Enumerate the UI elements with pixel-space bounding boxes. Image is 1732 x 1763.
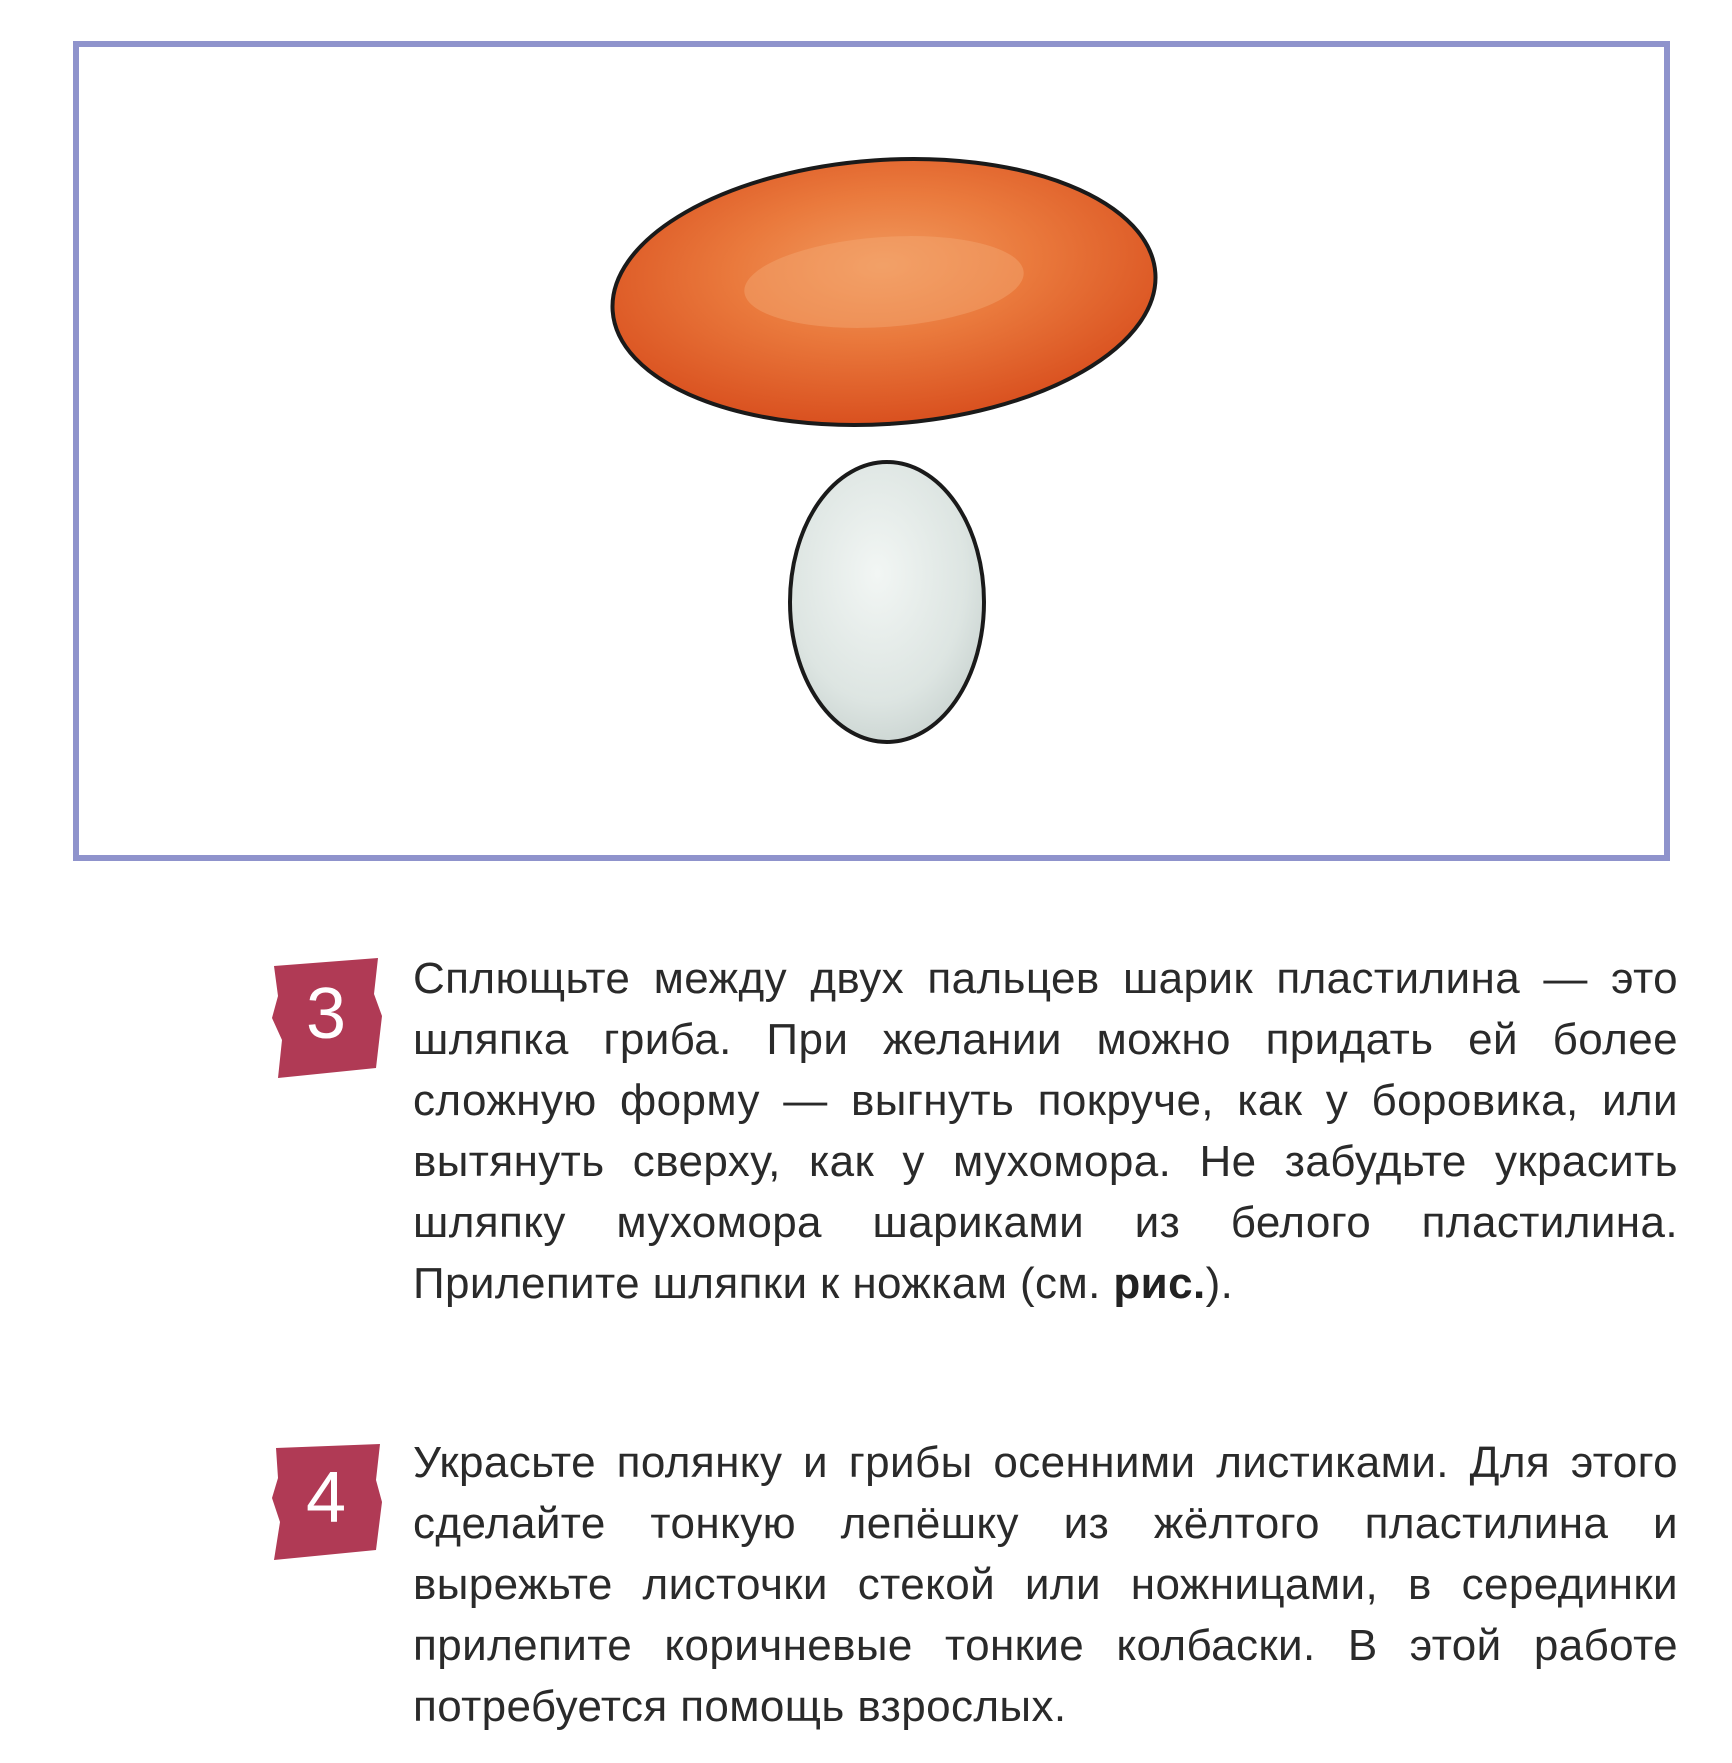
step-badge [270, 1440, 386, 1560]
step-text-end: ). [1205, 1259, 1234, 1308]
step-text-main: Украсьте полянку и грибы осенними листиками. Для этого сделайте тонкую лепёшку из жёлтого пластилина и вырежьте листочки стекой или ножницами, в серединки прилепите коричневые тонкие колбаски. В этой работе потребуется помощь взрослых. [413, 1438, 1678, 1731]
step-number: 4 [305, 1458, 347, 1538]
step-text [413, 1432, 1678, 1737]
step-number: 3 [305, 974, 347, 1054]
step-text [413, 948, 1678, 1314]
figure-reference: рис. [1113, 1259, 1206, 1308]
step-text-main: Сплющьте между двух пальцев шарик пластилина — это шляпка гриба. При желании можно придать ей более сложную форму — выгнуть покруче, как у боровика, или вытянуть сверху, как у мухомора. Не забудьте украсить шляпку мухомора шариками из белого пластилина. Прилепите шляпки к ножкам (см. [413, 954, 1678, 1308]
mushroom-stem [790, 462, 984, 742]
figure-frame [73, 41, 1670, 861]
step-badge [270, 956, 386, 1076]
mushroom-illustration [79, 47, 1664, 855]
